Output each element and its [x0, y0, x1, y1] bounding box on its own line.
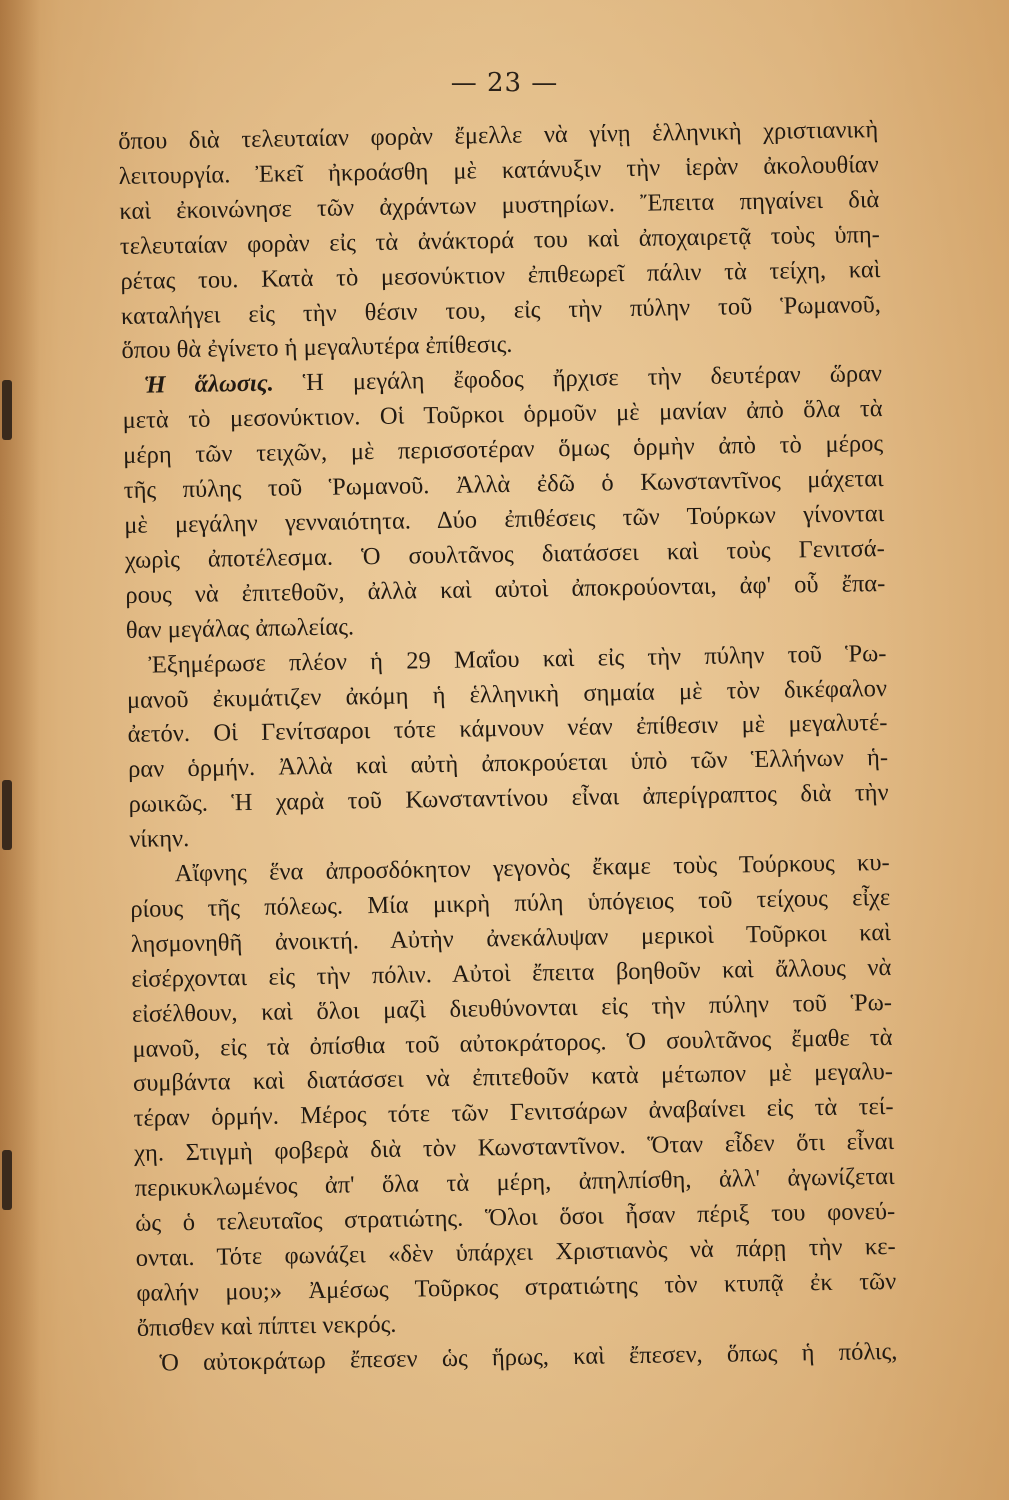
- text-line: μέρη τῶν τειχῶν, μὲ περισσοτέραν ὅμως ὁρμὴν ἀπὸ τὸ μέρος: [122, 430, 884, 470]
- text-line: θαν μεγάλας ἀπωλείας.: [125, 613, 355, 644]
- text-line: καταλήγει εἰς τὴν θέσιν του, εἰς τὴν πύλην τοῦ Ῥωμανοῦ,: [120, 290, 882, 330]
- text-line: λειτουργία. Ἐκεῖ ἠκροάσθη μὲ κατάνυξιν τὴν ἱερὰν ἀκολουθίαν: [118, 150, 879, 190]
- section-heading: Ἡ ἅλωσις.: [143, 369, 274, 399]
- text-line: εἰσέλθουν, καὶ ὅλοι μαζὶ διευθύνονται εἰς τὴν πύλην τοῦ Ῥω-: [131, 988, 893, 1028]
- text-line: Ἡ μεγάλη ἔφοδος ἤρχισε τὴν δευτέραν ὥραν: [302, 360, 883, 397]
- text-line: μανοῦ ἐκυμάτιζεν ἀκόμη ἡ ἑλληνικὴ σημαία μὲ τὸν δικέφαλον: [126, 674, 888, 714]
- binding-mark: [2, 380, 12, 440]
- text-line: χωρὶς ἀποτέλεσμα. Ὁ σουλτᾶνος διατάσσει καὶ τοὺς Γενιτσά-: [124, 534, 885, 574]
- text-line: ὡς ὁ τελευταῖος στρατιώτης. Ὅλοι ὅσοι ἦσαν πέριξ του φονεύ-: [135, 1198, 896, 1237]
- text-line: περικυκλωμένος ἀπ' ὅλα τὰ μέρη, ἀπηλπίσθη, ἀλλ' ἀγωνίζεται: [134, 1163, 895, 1203]
- text-line: μετὰ τὸ μεσονύκτιον. Οἱ Τοῦρκοι ὁρμοῦν μὲ μανίαν ἀπὸ ὅλα τὰ: [122, 395, 883, 435]
- text-line: ρωικῶς. Ἡ χαρὰ τοῦ Κωνσταντίνου εἶναι ἀπερίγραπτος διὰ τὴν: [128, 779, 889, 819]
- text-line: ἀετόν. Οἱ Γενίτσαροι τότε κάμνουν νέαν ἐπίθεσιν μὲ μεγαλυτέ-: [127, 709, 888, 749]
- text-line: τέραν ὁρμήν. Μέρος τότε τῶν Γενιτσάρων ἀναβαίνει εἰς τὰ τεί-: [133, 1093, 894, 1133]
- page-edge-shadow: [0, 0, 40, 1500]
- text-line: ὅπου διὰ τελευταίαν φορὰν ἔμελλε νὰ γίνῃ ἑλληνικὴ χριστιανικὴ: [118, 116, 879, 155]
- text-line: Αἴφνης ἕνα ἀπροσδόκητον γεγονὸς ἔκαμε τοὺς Τούρκους κυ-: [174, 849, 890, 888]
- text-line: Ἐξημέρωσε πλέον ἡ 29 Μαΐου καὶ εἰς τὴν πύλην τοῦ Ῥω-: [148, 639, 887, 679]
- text-line: Ὁ αὐτοκράτωρ ἔπεσεν ὡς ἥρως, καὶ ἔπεσεν, ὅπως ἡ πόλις,: [159, 1337, 898, 1377]
- page-number: — 23 —: [450, 68, 559, 98]
- text-line: ονται. Τότε φωνάζει «δὲν ὑπάρχει Χριστιανὸς νὰ πάρῃ τὴν κε-: [135, 1232, 896, 1272]
- binding-mark: [2, 780, 12, 850]
- text-line: φαλήν μου;» Ἀμέσως Τοῦρκος στρατιώτης τὸν κτυπᾷ ἐκ τῶν: [136, 1267, 897, 1307]
- text-line: μὲ μεγάλην γενναιότητα. Δύο ἐπιθέσεις τῶν Τούρκων γίνονται: [124, 499, 885, 539]
- text-line: ὅπου θὰ ἐγίνετο ἡ μεγαλυτέρα ἐπίθεσις.: [121, 331, 513, 365]
- text-line: λησμονηθῆ ἀνοικτή. Αὐτὴν ἀνεκάλυψαν μερικοὶ Τοῦρκοι καὶ: [130, 918, 891, 958]
- text-line: νίκην.: [129, 825, 190, 854]
- body-text: [118, 113, 898, 1381]
- text-line: χη. Στιγμὴ φοβερὰ διὰ τὸν Κωνσταντῖνον. Ὅταν εἶδεν ὅτι εἶναι: [133, 1128, 895, 1168]
- text-line: τῆς πύλης τοῦ Ῥωμανοῦ. Ἀλλὰ ἐδῶ ὁ Κωνσταντῖνος μάχεται: [123, 465, 884, 505]
- text-line: ρίους τῆς πόλεως. Μία μικρὴ πύλη ὑπόγειος τοῦ τείχους εἶχε: [130, 883, 891, 923]
- text-line: συμβάντα καὶ διατάσσει νὰ ἐπιτεθοῦν κατὰ μέτωπον μὲ μεγαλυ-: [132, 1058, 894, 1098]
- text-line: καὶ ἐκοινώνησε τῶν ἀχράντων μυστηρίων. Ἔπειτα πηγαίνει διὰ: [119, 185, 880, 225]
- text-line: ρέτας του. Κατὰ τὸ μεσονύκτιον ἐπιθεωρεῖ πάλιν τὰ τείχη, καὶ: [120, 255, 881, 295]
- text-line: ρους νὰ ἐπιτεθοῦν, ἀλλὰ καὶ αὐτοὶ ἀποκρούονται, ἀφ' οὗ ἔπα-: [125, 569, 886, 609]
- binding-mark: [2, 1150, 12, 1210]
- text-line: ὄπισθεν καὶ πίπτει νεκρός.: [136, 1310, 397, 1342]
- text-line: ραν ὁρμήν. Ἀλλὰ καὶ αὐτὴ ἀποκρούεται ὑπὸ τῶν Ἑλλήνων ἡ-: [127, 744, 889, 784]
- text-line: μανοῦ, εἰς τὰ ὀπίσθια τοῦ αὐτοκράτορος. Ὁ σουλτᾶνος ἔμαθε τὰ: [132, 1023, 893, 1063]
- text-line: τελευταίαν φορὰν εἰς τὰ ἀνάκτορά του καὶ ἀποχαιρετᾷ τοὺς ὑπη-: [119, 220, 881, 260]
- text-line: εἰσέρχονται εἰς τὴν πόλιν. Αὐτοὶ ἔπειτα βοηθοῦν καὶ ἄλλους νὰ: [131, 953, 892, 993]
